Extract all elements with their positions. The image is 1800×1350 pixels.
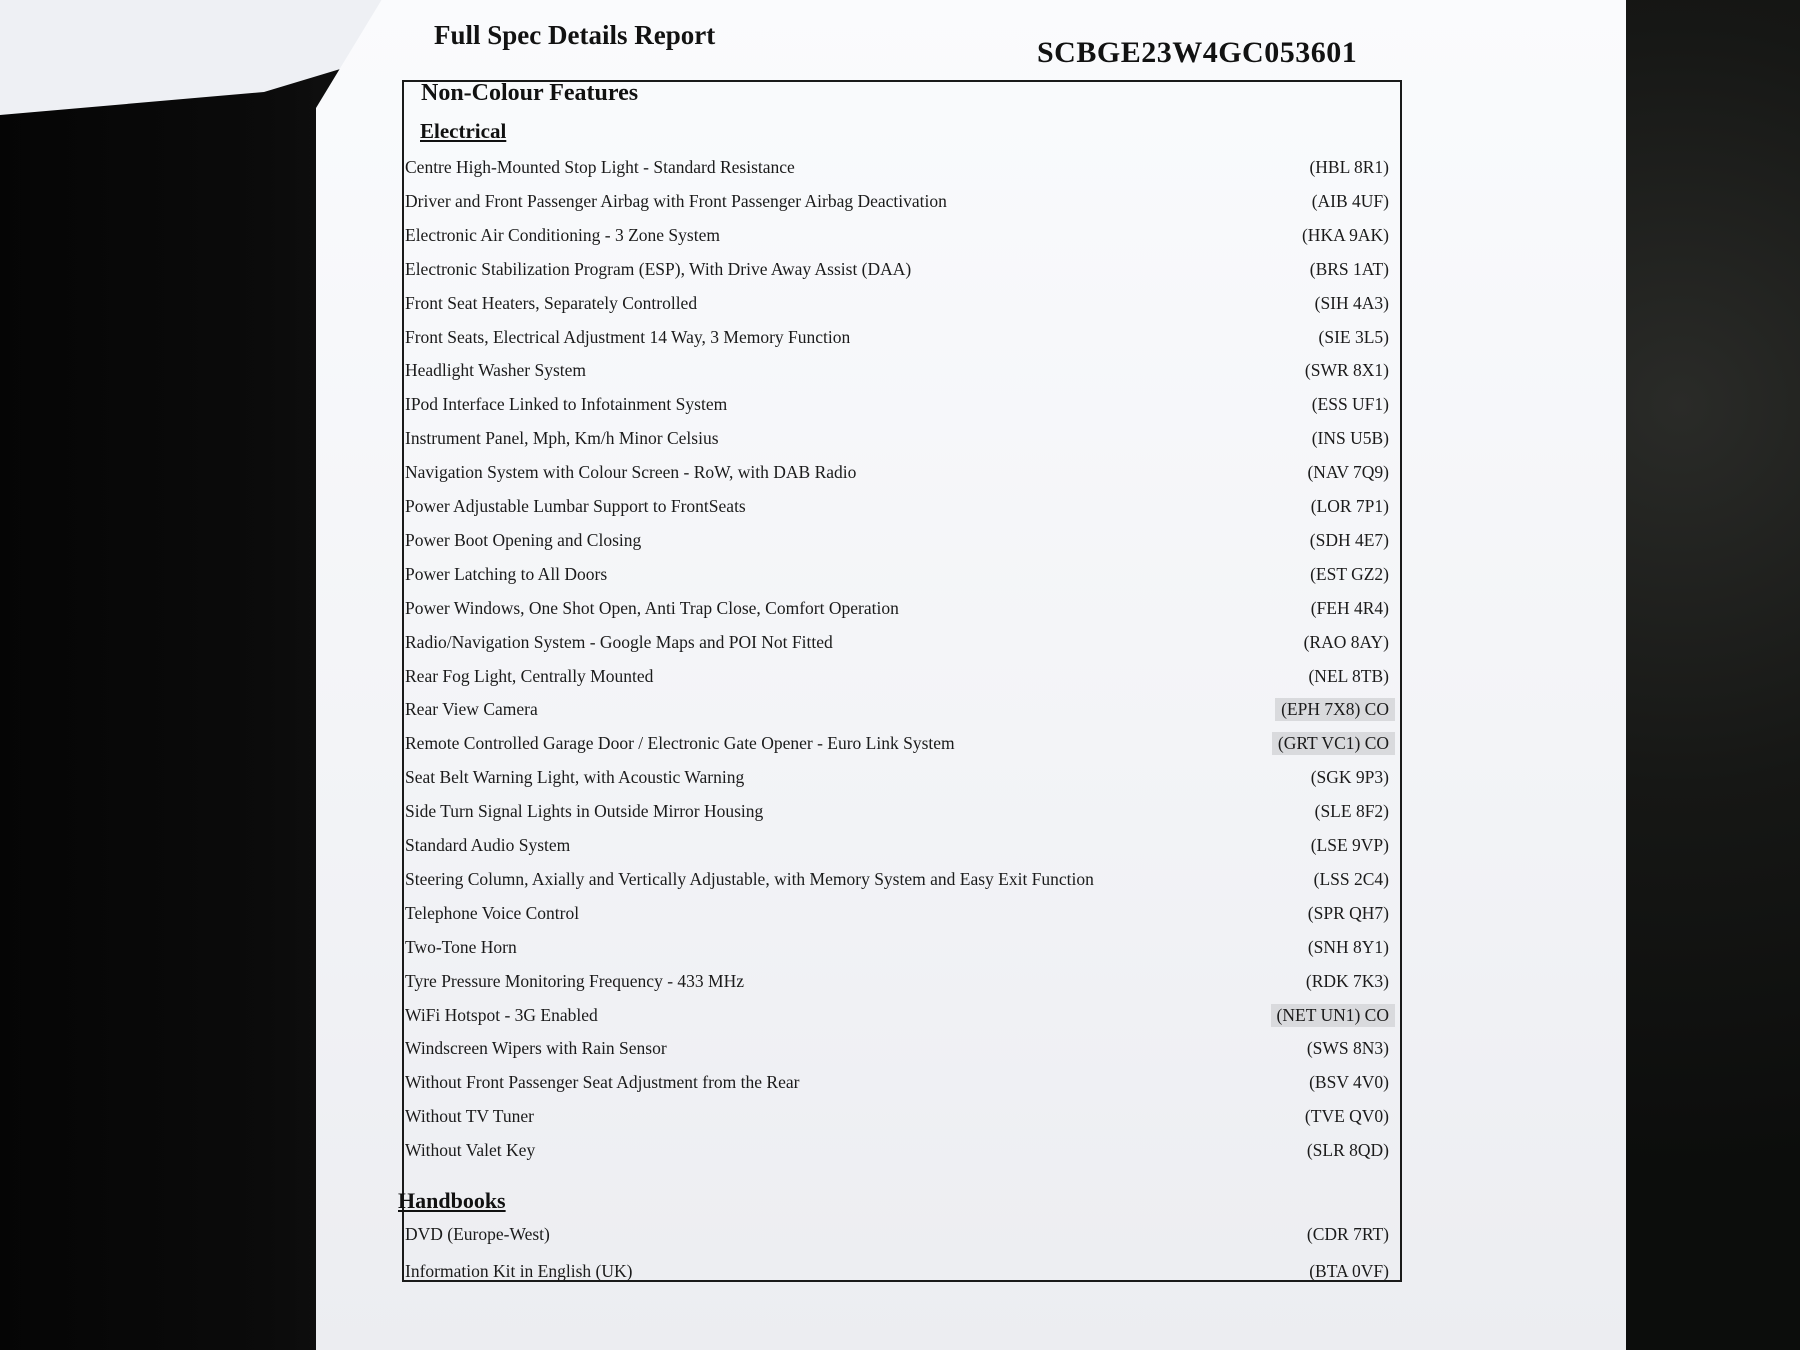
feature-name: Standard Audio System: [405, 834, 571, 855]
feature-code: (GRT VC1) CO: [1272, 732, 1395, 755]
group-title-electrical: Electrical: [420, 119, 507, 143]
feature-row: [405, 1134, 1395, 1166]
feature-code: (SWR 8X1): [1304, 359, 1389, 380]
feature-row: [405, 151, 1395, 183]
feature-code: (INS U5B): [1311, 427, 1389, 448]
feature-code: (SLE 8F2): [1314, 800, 1389, 821]
feature-name: Telephone Voice Control: [405, 902, 580, 923]
feature-code: (SIH 4A3): [1314, 292, 1389, 313]
feature-code: (AIB 4UF): [1311, 190, 1389, 211]
feature-code: (LOR 7P1): [1310, 495, 1389, 516]
feature-row: [405, 727, 1395, 759]
vin-number: SCBGE23W4GC053601: [1037, 36, 1358, 69]
feature-code: (SDH 4E7): [1309, 529, 1389, 550]
feature-name: Radio/Navigation System - Google Maps and POI Not Fitted: [405, 631, 833, 652]
feature-row: [405, 999, 1395, 1031]
feature-code: (CDR 7RT): [1306, 1223, 1389, 1244]
feature-code: (SLR 8QD): [1306, 1139, 1389, 1160]
feature-name: Power Boot Opening and Closing: [405, 529, 642, 550]
feature-name: WiFi Hotspot - 3G Enabled: [405, 1004, 598, 1025]
feature-row: [405, 660, 1395, 692]
feature-code: (SGK 9P3): [1310, 766, 1389, 787]
feature-code: (SIE 3L5): [1318, 326, 1389, 347]
feature-code: (TVE QV0): [1304, 1105, 1389, 1126]
feature-name: Front Seats, Electrical Adjustment 14 Way, 3 Memory Function: [405, 326, 851, 347]
feature-code: (NAV 7Q9): [1307, 461, 1389, 482]
feature-name: Information Kit in English (UK): [405, 1260, 633, 1281]
feature-row: [405, 863, 1395, 895]
feature-code: (RAO 8AY): [1303, 631, 1389, 652]
feature-name: DVD (Europe-West): [405, 1223, 550, 1244]
feature-name: Steering Column, Axially and Vertically Adjustable, with Memory System and Easy Exit Function: [405, 868, 1094, 889]
feature-row: [405, 693, 1395, 725]
feature-code: (EST GZ2): [1310, 563, 1389, 584]
feature-row: [405, 1255, 1395, 1287]
feature-name: Two-Tone Horn: [405, 936, 517, 957]
feature-row: [405, 1100, 1395, 1132]
feature-code: (BSV 4V0): [1309, 1071, 1389, 1092]
feature-name: Electronic Air Conditioning - 3 Zone System: [405, 224, 720, 245]
feature-row: [405, 354, 1395, 386]
feature-row: [405, 965, 1395, 997]
group-title-handbooks: Handbooks: [398, 1188, 506, 1213]
feature-code: (LSS 2C4): [1313, 868, 1389, 889]
feature-name: Remote Controlled Garage Door / Electronic Gate Opener - Euro Link System: [405, 732, 955, 753]
feature-name: Without TV Tuner: [405, 1105, 534, 1126]
feature-row: [405, 287, 1395, 319]
feature-row: [405, 524, 1395, 556]
feature-name: Headlight Washer System: [405, 359, 587, 380]
feature-name: Power Windows, One Shot Open, Anti Trap Close, Comfort Operation: [405, 597, 899, 618]
feature-row: [405, 931, 1395, 963]
feature-row: [405, 592, 1395, 624]
feature-row: [405, 795, 1395, 827]
feature-row: [405, 558, 1395, 590]
feature-name: Without Front Passenger Seat Adjustment from the Rear: [405, 1071, 800, 1092]
feature-name: Seat Belt Warning Light, with Acoustic Warning: [405, 766, 745, 787]
feature-name: Rear Fog Light, Centrally Mounted: [405, 665, 654, 686]
feature-code: (EPH 7X8) CO: [1275, 698, 1395, 721]
feature-code: (RDK 7K3): [1305, 970, 1389, 991]
feature-name: Centre High-Mounted Stop Light - Standard Resistance: [405, 156, 795, 177]
feature-name: Front Seat Heaters, Separately Controlled: [405, 292, 698, 313]
feature-name: Navigation System with Colour Screen - RoW, with DAB Radio: [405, 461, 857, 482]
feature-row: [405, 456, 1395, 488]
feature-name: IPod Interface Linked to Infotainment System: [405, 393, 728, 414]
feature-code: (NEL 8TB): [1308, 665, 1389, 686]
feature-row: [405, 253, 1395, 285]
report-title: Full Spec Details Report: [434, 20, 716, 50]
feature-row: [405, 490, 1395, 522]
feature-row: [405, 761, 1395, 793]
feature-row: [405, 1218, 1395, 1250]
section-title: Non-Colour Features: [421, 80, 639, 106]
feature-row: [405, 1032, 1395, 1064]
feature-row: [405, 219, 1395, 251]
feature-row: [405, 185, 1395, 217]
feature-code: (ESS UF1): [1311, 393, 1389, 414]
feature-code: (HBL 8R1): [1309, 156, 1389, 177]
feature-name: Power Latching to All Doors: [405, 563, 608, 584]
feature-code: (NET UN1) CO: [1271, 1004, 1395, 1027]
feature-name: Rear View Camera: [405, 698, 538, 719]
feature-row: [405, 829, 1395, 861]
feature-row: [405, 626, 1395, 658]
feature-row: [405, 897, 1395, 929]
feature-name: Windscreen Wipers with Rain Sensor: [405, 1037, 667, 1058]
feature-code: (BRS 1AT): [1309, 258, 1389, 279]
feature-row: [405, 321, 1395, 353]
feature-row: [405, 1066, 1395, 1098]
feature-row: [405, 422, 1395, 454]
feature-code: (HKA 9AK): [1301, 224, 1389, 245]
feature-code: (FEH 4R4): [1310, 597, 1389, 618]
feature-name: Side Turn Signal Lights in Outside Mirror Housing: [405, 800, 764, 821]
feature-name: Instrument Panel, Mph, Km/h Minor Celsius: [405, 427, 719, 448]
feature-name: Without Valet Key: [405, 1139, 536, 1160]
feature-code: (SWS 8N3): [1306, 1037, 1389, 1058]
feature-code: (BTA 0VF): [1309, 1260, 1389, 1281]
feature-code: (SPR QH7): [1307, 902, 1389, 923]
feature-code: (LSE 9VP): [1310, 834, 1389, 855]
feature-name: Driver and Front Passenger Airbag with Front Passenger Airbag Deactivation: [405, 190, 947, 211]
feature-name: Electronic Stabilization Program (ESP), With Drive Away Assist (DAA): [405, 258, 912, 279]
feature-name: Power Adjustable Lumbar Support to FrontSeats: [405, 495, 746, 516]
feature-name: Tyre Pressure Monitoring Frequency - 433 MHz: [405, 970, 744, 991]
feature-row: [405, 388, 1395, 420]
feature-code: (SNH 8Y1): [1307, 936, 1389, 957]
